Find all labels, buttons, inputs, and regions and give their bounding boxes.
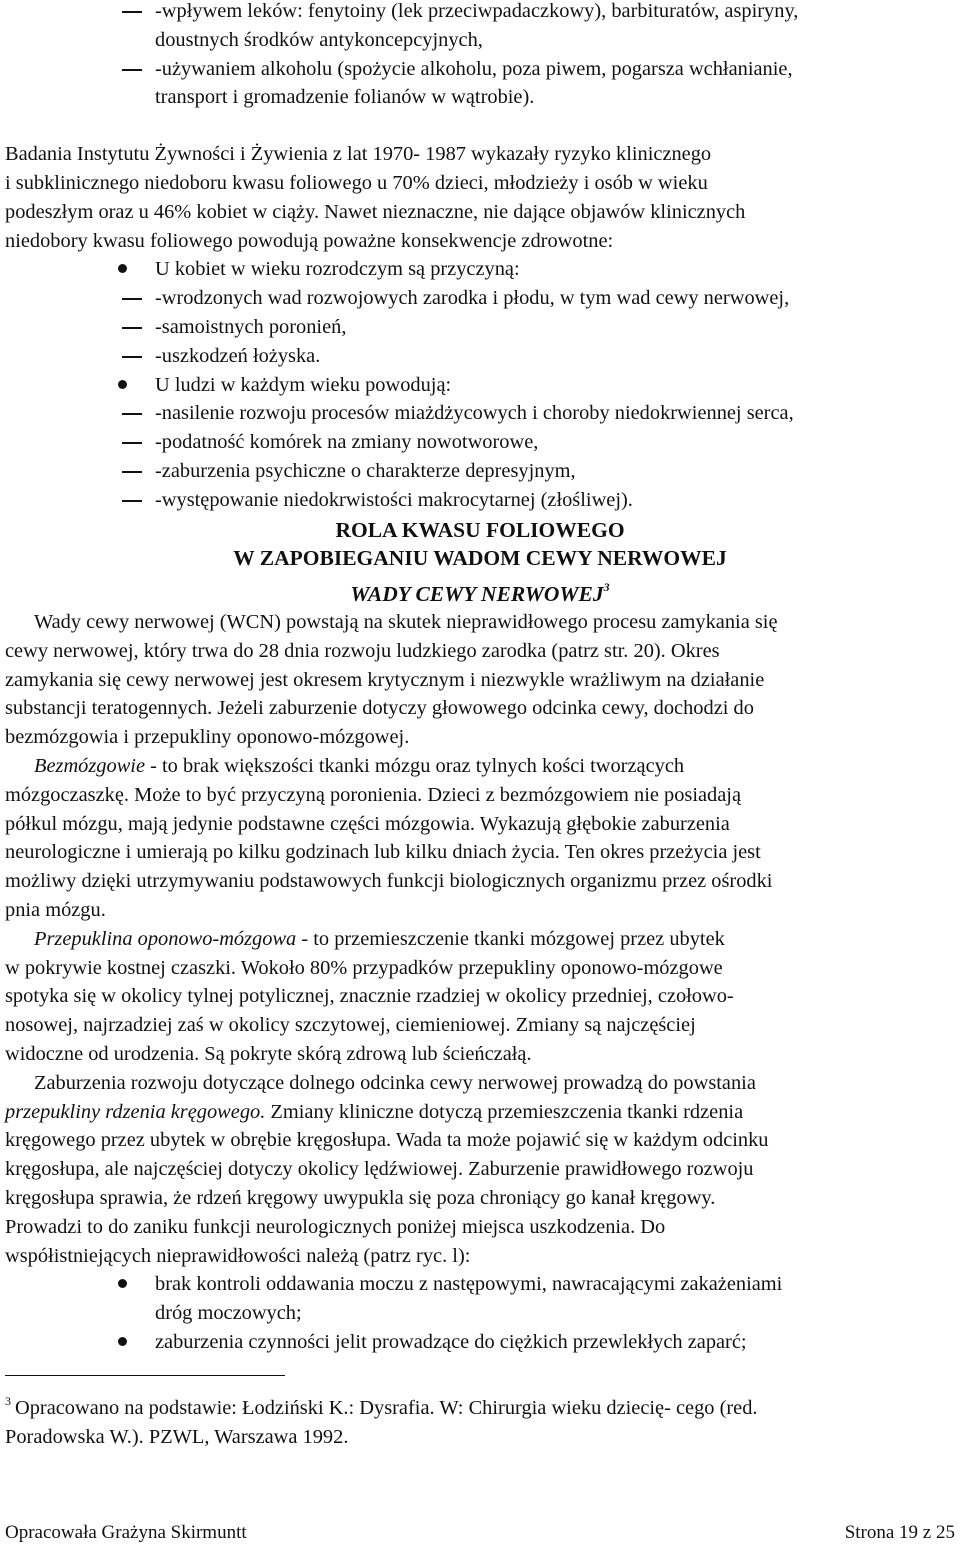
heading-line-3-text: WADY CEWY NERWOWEJ: [350, 581, 604, 606]
text-line: Wady cewy nerwowej (WCN) powstają na skutek nieprawidłowego procesu zamykania się: [34, 611, 778, 634]
bottom-bullet-list: [5, 1270, 955, 1356]
text-line: i subklinicznego niedoboru kwasu foliowego u 70% dzieci, młodzieży i osób w wieku: [5, 171, 708, 194]
text-line: cewy nerwowej, który trwa do 28 dnia rozwoju ludzkiego zarodka (patrz str. 20). Okres: [5, 639, 720, 662]
list-item-continuation: transport i gromadzenie folianów w wątrobie).: [155, 86, 535, 109]
text-line: kręgosłupa sprawia, że rdzeń kręgowy uwypukla się poza chroniący go kanał kręgowy.: [5, 1186, 716, 1209]
effects-list: [5, 255, 955, 514]
footnote-marker: 3: [5, 1393, 11, 1408]
text-line: Badania Instytutu Żywności i Żywienia z lat 1970- 1987 wykazały ryzyko klinicznego: [5, 143, 712, 166]
text-line: kręgosłupa, ale najczęściej dotyczy okolicy lędźwiowej. Zaburzenie prawidłowego rozwoju: [5, 1158, 754, 1181]
list-item: -wrodzonych wad rozwojowych zarodka i płodu, w tym wad cewy nerwowej,: [5, 284, 955, 313]
footnote: [5, 1387, 955, 1452]
footnote-line-1: [5, 1387, 955, 1423]
text-line: pnia mózgu.: [5, 899, 106, 922]
list-item: -występowanie niedokrwistości makrocytarnej (złośliwej).: [5, 486, 955, 515]
top-dash-list: [5, 0, 955, 112]
text-line: w pokrywie kostnej czaszki. Wokoło 80% przypadków przepukliny oponowo-mózgowe: [5, 956, 723, 979]
bullet-item: [5, 371, 955, 400]
footnote-separator: [5, 1375, 285, 1376]
bullet-icon: [118, 1337, 127, 1346]
text-line: widoczne od urodzenia. Są pokryte skórą zdrową lub ścieńczałą.: [5, 1043, 532, 1065]
text-line: współistniejących nieprawidłowości należą (patrz ryc. l):: [5, 1244, 471, 1267]
footnote-ref: 3: [603, 579, 610, 594]
text-line: możliwy dzięki utrzymywaniu podstawowych funkcji biologicznych organizmu przez ośrodki: [5, 870, 773, 893]
text-line: spotyka się w okolicy tylnej potylicznej, znacznie rzadziej w okolicy przedniej, czołowo-: [5, 985, 734, 1008]
list-item-continuation: doustnych środków antykoncepcyjnych,: [155, 28, 483, 51]
document-page: [5, 0, 955, 1452]
text-line: podeszłym oraz u 46% kobiet w ciąży. Nawet nieznaczne, nie dające objawów klinicznych: [5, 200, 746, 223]
heading-line-1: ROLA KWASU FOLIOWEGO: [335, 517, 625, 542]
list-item: -wpływem leków: fenytoiny (lek przeciwpadaczkowy), barbituratów, aspiryny,: [5, 0, 955, 26]
text-line: substancji teratogennych. Jeżeli zaburzenie dotyczy głowowego odcinka cewy, dochodzi do: [5, 697, 754, 720]
section-heading: [5, 516, 955, 609]
list-item: -uszkodzeń łożyska.: [5, 342, 955, 371]
bullet-item: [5, 1328, 955, 1357]
bullet-text: zaburzenia czynności jelit prowadzące do ciężkich przewlekłych zaparć;: [155, 1330, 747, 1353]
text-line: Zaburzenia rozwoju dotyczące dolnego odcinka cewy nerwowej prowadzą do powstania: [34, 1071, 756, 1094]
bullet-text: U ludzi w każdym wieku powodują:: [155, 373, 452, 396]
footnote-text: Opracowano na podstawie: Łodziński K.: Dysrafia. W: Chirurgia wieku dziecię- cego (red.: [15, 1396, 758, 1419]
list-item-continuation: dróg moczowych;: [155, 1302, 302, 1325]
text-line: [5, 1098, 955, 1127]
footer-author: Opracowała Grażyna Skirmuntt: [5, 1522, 247, 1543]
text-span: Zmiany kliniczne dotyczą przemieszczenia tkanki rdzenia: [265, 1100, 744, 1123]
list-item: -używaniem alkoholu (spożycie alkoholu, poza piwem, pogarsza wchłanianie,: [5, 55, 955, 84]
text-span: - to przemieszczenie tkanki mózgowej przez ubytek: [296, 927, 725, 950]
bullet-text: brak kontroli oddawania moczu z następowymi, nawracającymi zakażeniami: [155, 1273, 783, 1296]
term-bezmozgowie: Bezmózgowie: [34, 755, 146, 778]
term-przepuklina: Przepuklina oponowo-mózgowa: [34, 927, 297, 950]
paragraph-bezmozgowie: [5, 752, 955, 925]
bullet-item: [5, 255, 955, 284]
text-line: niedobory kwasu foliowego powodują poważne konsekwencje zdrowotne:: [5, 229, 614, 252]
bullet-icon: [118, 264, 127, 273]
text-line: bezmózgowia i przepukliny oponowo-mózgowej.: [5, 726, 410, 749]
list-item: -podatność komórek na zmiany nowotworowe,: [5, 428, 955, 457]
text-line: kręgowego przez ubytek w obrębie kręgosłupa. Wada ta może pojawić się w każdym odcinku: [5, 1129, 769, 1152]
bullet-text: U kobiet w wieku rozrodczym są przyczyną:: [155, 258, 520, 281]
text-line: nosowej, najrzadziej zaś w okolicy szczytowej, ciemieniowej. Zmiany są najczęściej: [5, 1014, 696, 1037]
heading-line-2: W ZAPOBIEGANIU WADOM CEWY NERWOWEJ: [233, 546, 727, 571]
paragraph-badania: [5, 140, 955, 255]
page-footer: [5, 1522, 955, 1544]
list-item: -samoistnych poronień,: [5, 313, 955, 342]
list-item: -nasilenie rozwoju procesów miażdżycowych i choroby niedokrwiennej serca,: [5, 399, 955, 428]
paragraph-wcn: [5, 608, 955, 752]
footnote-line-2: Poradowska W.). PZWL, Warszawa 1992.: [5, 1425, 349, 1448]
term-przepukliny-rdzenia: przepukliny rdzenia kręgowego.: [5, 1100, 266, 1123]
bullet-icon: [118, 380, 127, 389]
text-line: półkul mózgu, mają jedynie podstawne części mózgowia. Wykazują głębokie zaburzenia: [5, 812, 730, 835]
text-line: Prowadzi to do zaniku funkcji neurologicznych poniżej miejsca uszkodzenia. Do: [5, 1215, 666, 1238]
footer-page-number: Strona 19 z 25: [844, 1522, 955, 1543]
text-line: [5, 925, 955, 954]
bullet-icon: [118, 1279, 127, 1288]
paragraph-zaburzenia: [5, 1069, 955, 1271]
text-line: neurologiczne i umierają po kilku godzinach lub kilku dniach życia. Ten okres przeżycia jest: [5, 841, 761, 864]
text-line: mózgoczaszkę. Może to być przyczyną poronienia. Dzieci z bezmózgowiem nie posiadają: [5, 783, 742, 806]
list-item: -zaburzenia psychiczne o charakterze depresyjnym,: [5, 457, 955, 486]
text-line: [5, 752, 955, 781]
heading-line-3: [5, 573, 955, 609]
text-span: - to brak większości tkanki mózgu oraz tylnych kości tworzących: [145, 755, 685, 778]
paragraph-przepuklina: [5, 925, 955, 1069]
text-line: zamykania się cewy nerwowej jest okresem krytycznym i niezwykle wrażliwym na działanie: [5, 668, 765, 691]
bullet-item: [5, 1270, 955, 1299]
